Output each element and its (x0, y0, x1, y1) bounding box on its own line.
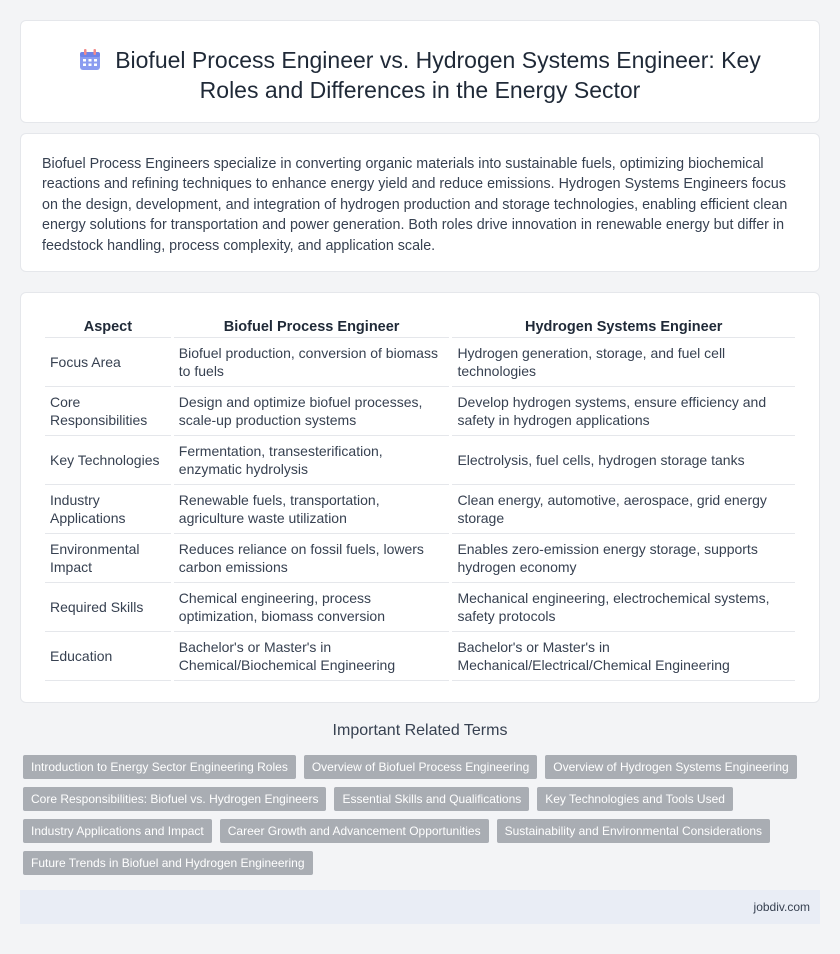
related-term-tag[interactable]: Introduction to Energy Sector Engineering Roles (23, 755, 296, 779)
related-term-tag[interactable]: Essential Skills and Qualifications (334, 787, 529, 811)
table-header-row (45, 316, 795, 338)
row-biofuel: Bachelor's or Master's in Chemical/Biochemical Engineering (174, 632, 450, 681)
table-row (45, 485, 795, 534)
row-biofuel: Chemical engineering, process optimization, biomass conversion (174, 583, 450, 632)
row-aspect: Core Responsibilities (45, 387, 171, 436)
row-aspect: Required Skills (45, 583, 171, 632)
title-card (20, 20, 820, 123)
row-aspect: Education (45, 632, 171, 681)
header-biofuel: Biofuel Process Engineer (174, 316, 450, 338)
row-hydrogen: Enables zero-emission energy storage, supports hydrogen economy (452, 534, 795, 583)
row-biofuel: Renewable fuels, transportation, agriculture waste utilization (174, 485, 450, 534)
comparison-card (20, 292, 820, 703)
related-terms-title: Important Related Terms (332, 722, 508, 739)
related-term-tag[interactable]: Career Growth and Advancement Opportunities (220, 819, 489, 843)
page-title-wrap (21, 45, 819, 105)
table-row (45, 338, 795, 387)
related-terms-list (23, 755, 803, 875)
calendar-icon (79, 49, 101, 71)
row-biofuel: Reduces reliance on fossil fuels, lowers carbon emissions (174, 534, 450, 583)
related-term-tag[interactable]: Future Trends in Biofuel and Hydrogen Engineering (23, 851, 313, 875)
row-aspect: Focus Area (45, 338, 171, 387)
header-aspect: Aspect (45, 316, 171, 338)
row-hydrogen: Electrolysis, fuel cells, hydrogen storage tanks (452, 436, 795, 485)
related-term-tag[interactable]: Sustainability and Environmental Considerations (497, 819, 770, 843)
row-biofuel: Biofuel production, conversion of biomass to fuels (174, 338, 450, 387)
page-title: Biofuel Process Engineer vs. Hydrogen Systems Engineer: Key Roles and Differences in the Energy Sector (115, 47, 761, 103)
row-hydrogen: Bachelor's or Master's in Mechanical/Electrical/Chemical Engineering (452, 632, 795, 681)
table-row (45, 436, 795, 485)
row-aspect: Key Technologies (45, 436, 171, 485)
row-hydrogen: Hydrogen generation, storage, and fuel cell technologies (452, 338, 795, 387)
row-biofuel: Fermentation, transesterification, enzymatic hydrolysis (174, 436, 450, 485)
related-term-tag[interactable]: Overview of Hydrogen Systems Engineering (545, 755, 796, 779)
related-term-tag[interactable]: Overview of Biofuel Process Engineering (304, 755, 537, 779)
header-hydrogen: Hydrogen Systems Engineer (452, 316, 795, 338)
comparison-table (42, 316, 798, 681)
table-row (45, 583, 795, 632)
row-hydrogen: Clean energy, automotive, aerospace, grid energy storage (452, 485, 795, 534)
related-term-tag[interactable]: Key Technologies and Tools Used (537, 787, 733, 811)
table-row (45, 387, 795, 436)
row-biofuel: Design and optimize biofuel processes, scale-up production systems (174, 387, 450, 436)
related-term-tag[interactable]: Industry Applications and Impact (23, 819, 212, 843)
row-hydrogen: Mechanical engineering, electrochemical systems, safety protocols (452, 583, 795, 632)
row-aspect: Industry Applications (45, 485, 171, 534)
intro-paragraph: Biofuel Process Engineers specialize in converting organic materials into sustainable fuels, optimizing biochemical reactions and refining techniques to enhance energy yield and reduce emissions. Hydrogen Systems Engineers focus on the design, development, and integration of hydrogen production and storage technologies, enabling efficient clean energy solutions for transportation and power generation. Both roles drive innovation in renewable energy but differ in feedstock handling, process complexity, and application scale. (42, 156, 788, 254)
intro-card (20, 133, 820, 272)
table-row (45, 632, 795, 681)
related-term-tag[interactable]: Core Responsibilities: Biofuel vs. Hydrogen Engineers (23, 787, 326, 811)
row-aspect: Environmental Impact (45, 534, 171, 583)
footer-site-link[interactable]: jobdiv.com (753, 900, 810, 914)
footer (20, 890, 820, 924)
row-hydrogen: Develop hydrogen systems, ensure efficiency and safety in hydrogen applications (452, 387, 795, 436)
table-row (45, 534, 795, 583)
